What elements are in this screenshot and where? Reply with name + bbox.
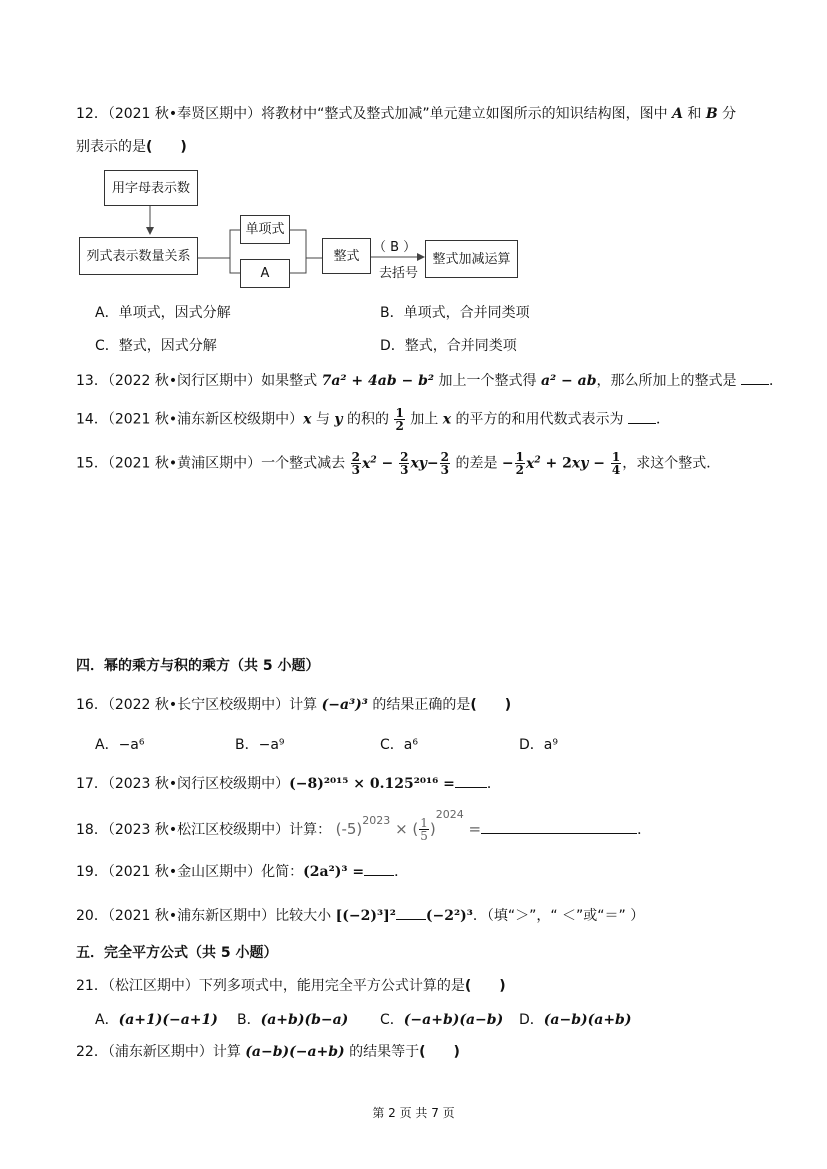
q14-t4: 的平方的和用代数式表示为 xyxy=(451,411,628,428)
q16-answer-paren: ( ) xyxy=(470,697,512,713)
q12-fen: 分 xyxy=(717,106,737,122)
q21-label-d: D． xyxy=(519,1012,544,1028)
q12-answer-paren: ( ) xyxy=(146,139,187,155)
q19-end: ． xyxy=(394,864,409,880)
q14-half-den: 2 xyxy=(395,419,404,433)
q22 xyxy=(76,1042,460,1062)
q15-frac2: $\frac{2}{3}$ xyxy=(400,450,409,477)
q16-prefix: 16．（2022 秋•长宁区校级期中）计算 xyxy=(76,697,322,713)
q21-answer-paren: ( ) xyxy=(464,978,506,994)
q19-expr: (2a²)³ = xyxy=(303,864,365,880)
diagram-box-expressions: 列式表示数量关系 xyxy=(79,237,198,275)
q15-frac5: $\frac{1}{4}$ xyxy=(611,450,621,477)
q18-expr: $(-5)^{2023}$ × ( $\frac{1}{5}$ )$^{2024}$ = xyxy=(335,808,482,843)
q12-var-a: A xyxy=(672,106,683,122)
q21-option-d[interactable] xyxy=(519,1010,631,1030)
q17 xyxy=(76,773,501,794)
q19-prefix: 19．（2021 秋•金山区期中）化简： xyxy=(76,864,304,880)
q21-expr-a: (a+1)(−a+1) xyxy=(118,1012,218,1028)
q21-prefix: 21．（松江区期中）下列多项式中，能用完全平方公式计算的是 xyxy=(76,978,465,994)
q18-frac xyxy=(419,817,429,842)
section-5-heading: 五．完全平方公式（共 5 小题） xyxy=(76,945,278,961)
q14-x2: x xyxy=(442,411,452,428)
q16-option-d[interactable]: D．a⁹ xyxy=(519,737,558,753)
diagram-label-b: （ B ） xyxy=(373,240,417,255)
page-footer: 第 2 页 共 7 页 xyxy=(372,1106,455,1120)
q13-suffix: ，那么所加上的整式是 xyxy=(596,373,741,389)
q18-exp1: 2023 xyxy=(362,814,391,827)
diagram-label-brackets: 去括号 xyxy=(379,266,419,281)
q15-mid: 的差是 xyxy=(451,455,502,472)
q14-blank[interactable] xyxy=(628,409,656,424)
q21 xyxy=(76,976,506,996)
q14-end: ． xyxy=(656,411,670,428)
q16-option-a[interactable]: A．−a⁶ xyxy=(95,737,145,753)
q16-expr: (−a³)³ xyxy=(321,697,368,713)
q19 xyxy=(76,861,408,882)
q16-option-b[interactable]: B．−a⁹ xyxy=(235,737,285,753)
q19-blank[interactable] xyxy=(364,861,394,876)
q21-option-a[interactable] xyxy=(95,1010,218,1030)
q22-suffix: 的结果等于 xyxy=(344,1044,420,1060)
q20-prefix: 20．（2021 秋•浦东新区期中）比较大小 xyxy=(76,908,336,924)
q15: 15．（2021 秋•黄浦区期中）一个整式减去 $\frac{2}{3}$ $x^2$ − $\frac{2}{3}$ xy− $\frac{2}{3}$ 的差是 − $\frac{1}{2}$ $x^2 + 2xy$ − $\frac{1}{4}$ ，求这个整式． xyxy=(76,450,721,477)
q20-expr2: (−2²)³ xyxy=(425,908,473,924)
q12-option-d[interactable]: D．整式，合并同类项 xyxy=(380,338,517,354)
q14-prefix: 14．（2021 秋•浦东新区校级期中） xyxy=(76,411,304,428)
q14-half-num: 1 xyxy=(395,406,404,420)
q14-t2: 的积的 xyxy=(342,411,394,428)
q20-expr1: [(−2)³]² xyxy=(335,908,396,924)
q21-label-c: C． xyxy=(380,1012,404,1028)
q22-prefix: 22．（浦东新区期中）计算 xyxy=(76,1044,246,1060)
diagram-box-operations: 整式加减运算 xyxy=(425,240,518,278)
q17-end: ． xyxy=(486,776,501,792)
diagram-box-polynomial: 整式 xyxy=(322,238,371,274)
q20 xyxy=(76,905,644,926)
q17-prefix: 17．（2023 秋•闵行区校级期中） xyxy=(76,776,290,792)
q12-option-c[interactable]: C．整式，因式分解 xyxy=(95,338,217,354)
q14-y: y xyxy=(334,411,343,428)
q15-frac4: $\frac{1}{2}$ xyxy=(515,450,525,477)
q18-exp2: 2024 xyxy=(435,808,464,821)
q12-option-b[interactable]: B．单项式，合并同类项 xyxy=(380,305,530,321)
q18-end: ． xyxy=(637,822,652,838)
q18-frac-den: 5 xyxy=(420,829,428,843)
q18-times: × xyxy=(395,820,408,838)
q13-end: ． xyxy=(768,373,783,389)
diagram-box-a: A xyxy=(240,259,290,288)
q16-suffix: 的结果正确的是 xyxy=(367,697,471,713)
q13-expr2: a² − ab xyxy=(540,373,597,389)
q13-prefix: 13．（2022 秋•闵行区期中）如果整式 xyxy=(76,373,322,389)
merge-up xyxy=(290,230,322,258)
diagram-box-monomial: 单项式 xyxy=(240,215,290,244)
q18-base: (-5) xyxy=(335,820,363,838)
q21-option-b[interactable] xyxy=(237,1010,348,1030)
q14-t3: 加上 xyxy=(405,411,443,428)
q14 xyxy=(76,407,670,432)
q18-prefix: 18．（2023 秋•松江区校级期中）计算： xyxy=(76,822,332,838)
q16 xyxy=(76,695,511,715)
q21-label-a: A． xyxy=(95,1012,119,1028)
q17-expr: (−8)²⁰¹⁵ × 0.125²⁰¹⁶ = xyxy=(289,776,455,792)
q18-blank[interactable] xyxy=(481,819,637,834)
q20-suffix: ．（填“＞”，“ ＜”或“＝” ） xyxy=(472,908,645,924)
q14-half xyxy=(394,407,404,432)
q15-prefix: 15．（2021 秋•黄浦区期中）一个整式减去 xyxy=(76,455,350,472)
branch-up xyxy=(198,230,240,258)
q15-frac1: $\frac{2}{3}$ xyxy=(351,450,360,477)
q20-blank[interactable] xyxy=(396,905,426,920)
q15-suffix: ，求这个整式． xyxy=(622,455,721,472)
q21-expr-d: (a−b)(a+b) xyxy=(543,1012,632,1028)
q14-x: x xyxy=(303,411,312,428)
q13-expr1: 7a² + 4ab − b² xyxy=(321,373,435,389)
q12-text: 12．（2021 秋•奉贤区期中）将教材中“整式及整式加减”单元建立如图所示的知识结构图，图中 xyxy=(76,106,673,122)
q14-t1: 与 xyxy=(311,411,335,428)
q18 xyxy=(76,808,652,843)
q13 xyxy=(76,370,783,391)
q12-text2: 别表示的是 xyxy=(76,139,146,155)
q21-expr-c: (−a+b)(a−b) xyxy=(403,1012,504,1028)
q13-blank[interactable] xyxy=(741,370,769,385)
q21-expr-b: (a+b)(b−a) xyxy=(260,1012,349,1028)
q12-and: 和 xyxy=(682,106,706,122)
q17-blank[interactable] xyxy=(455,773,487,788)
q21-option-c[interactable] xyxy=(380,1010,503,1030)
merge-down xyxy=(290,258,306,273)
q18-frac-num: 1 xyxy=(420,816,428,830)
section-4-heading: 四．幂的乘方与积的乘方（共 5 小题） xyxy=(76,658,320,674)
q22-answer-paren: ( ) xyxy=(419,1044,460,1060)
q13-mid: 加上一个整式得 xyxy=(434,373,541,389)
q16-option-c[interactable]: C．a⁶ xyxy=(380,737,418,753)
q22-expr: (a−b)(−a+b) xyxy=(245,1044,345,1060)
diagram-box-letters: 用字母表示数 xyxy=(104,170,198,206)
q21-label-b: B． xyxy=(237,1012,261,1028)
q15-frac3: $\frac{2}{3}$ xyxy=(440,450,450,477)
q18-eq: = xyxy=(468,820,482,838)
q12-var-b: B xyxy=(705,106,718,122)
q12-option-a[interactable]: A．单项式，因式分解 xyxy=(95,305,231,321)
branch-down xyxy=(230,258,240,273)
